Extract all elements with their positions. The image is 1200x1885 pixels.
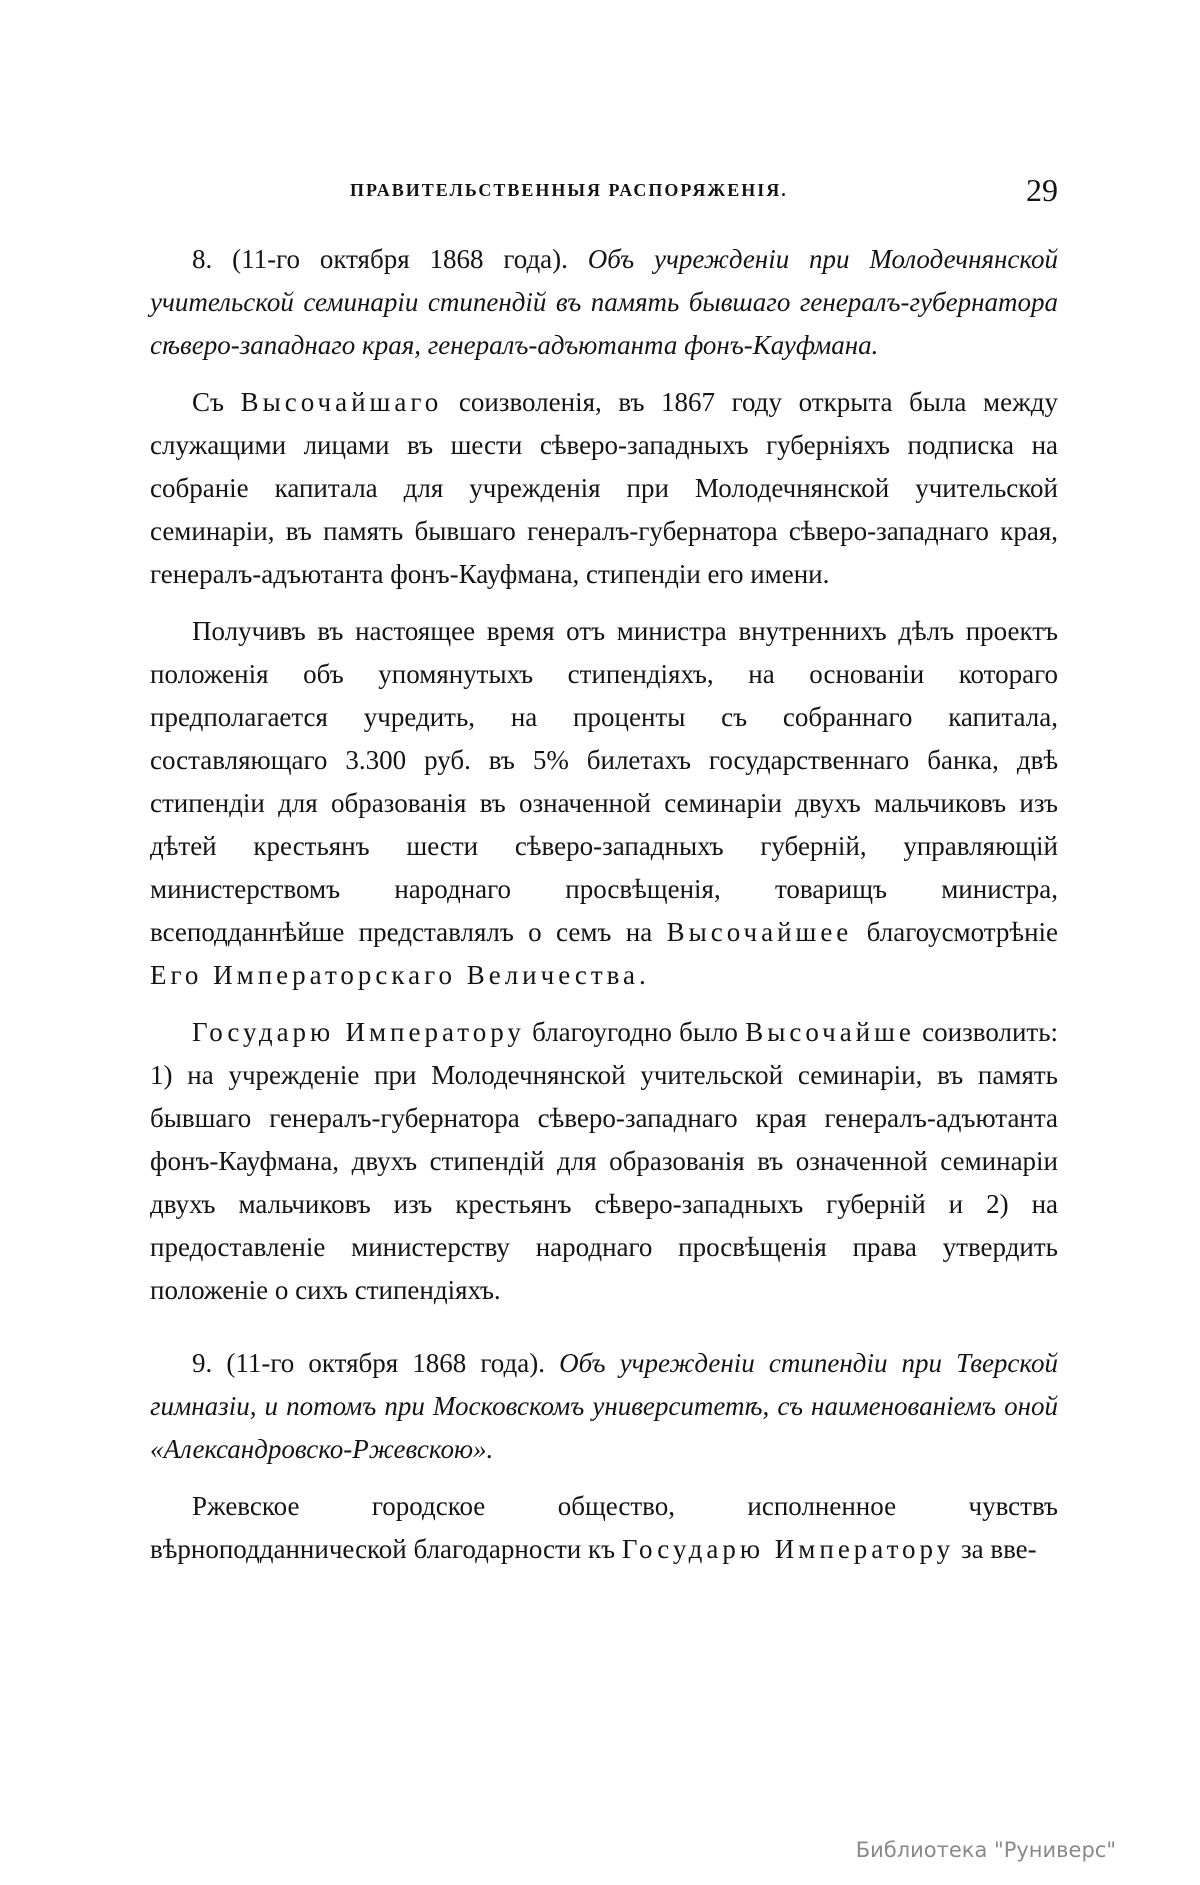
section-9-title: Объ учрежденіи стипендіи при Тверской гимназіи, и потомъ при Московскомъ университетѣ, съ наименованіемъ оной «Александровско-Ржевскою». [150,1348,1059,1464]
text-span: благоусмотрѣніе [866,917,1059,947]
spaced-word: Высочайшее [666,917,853,947]
page-header [150,172,1058,212]
paragraph-3 [150,1011,1058,1312]
section-8-date: 8. (11-го октября 1868 года). [192,244,568,274]
section-9-date: 9. (11-го октября 1868 года). [192,1348,545,1378]
spaced-word: Государю Императору [192,1017,525,1047]
text-span: благоугодно было [532,1017,738,1047]
text-span: соизволить: 1) на учрежденіе при Молодечнянской учительской семинаріи, въ память бывшаго генералъ-губернатора сѣверо-западнаго края генералъ-адъютанта фонъ-Кауфмана, двухъ стипендій для образованія въ означенной семинаріи двухъ мальчиковъ изъ крестьянъ сѣверо-западныхъ губерній и 2) на предоставленіе министерству народнаго просвѣщенія права утвердить положеніе о сихъ стипендіяхъ. [150,1017,1059,1305]
spaced-word: Государю Императору [621,1534,955,1564]
text-span: Ржевское городское общество, исполненное чувствъ вѣрноподданнической благодарности къ [150,1491,1058,1564]
section-8-heading [150,238,1058,367]
spaced-word: Его Императорскаго Величества. [150,960,650,990]
spaced-word: Высочайше [745,1017,915,1047]
library-watermark: Библиотека "Руниверс" [855,1838,1116,1862]
page-body [150,238,1058,1571]
paragraph-4 [150,1485,1058,1571]
spaced-word: Высочайшаго [240,387,443,417]
text-span: Съ [192,387,224,417]
paragraph-2 [150,610,1058,997]
text-span: за вве- [960,1534,1037,1564]
page-number: 29 [1026,172,1058,208]
text-span: соизволенія, въ 1867 году открыта была между служащими лицами въ шести сѣверо-западныхъ губерніяхъ подписка на собраніе капитала для учрежденія при Молодечнянской учительской семинаріи, въ память бывшаго генералъ-губернатора сѣверо-западнаго края, генералъ-адъютанта фонъ-Кауфмана, стипендіи его имени. [150,387,1058,589]
section-8-title: Объ учрежденіи при Молодечнянской учительской семинаріи стипендій въ память бывшаго генералъ-губернатора сѣверо-западнаго края, генералъ-адъютанта фонъ-Кауфмана. [150,244,1059,360]
text-span: Получивъ въ настоящее время отъ министра внутреннихъ дѣлъ проектъ положенія объ упомянутыхъ стипендіяхъ, на основаніи котораго предполагается учредить, на проценты съ собраннаго капитала, составляющаго 3.300 руб. въ 5% билетахъ государственнаго банка, двѣ стипендіи для образованія въ означенной семинаріи двухъ мальчиковъ изъ дѣтей крестьянъ шести сѣверо-западныхъ губерній, управляющій министерствомъ народнаго просвѣщенія, товарищъ министра, всеподданнѣйше представлялъ о семъ на [150,616,1058,947]
paragraph-1 [150,381,1058,596]
running-head: ПРАВИТЕЛЬСТВЕННЫЯ РАСПОРЯЖЕНІЯ. [350,180,788,200]
section-9-heading [150,1342,1058,1471]
